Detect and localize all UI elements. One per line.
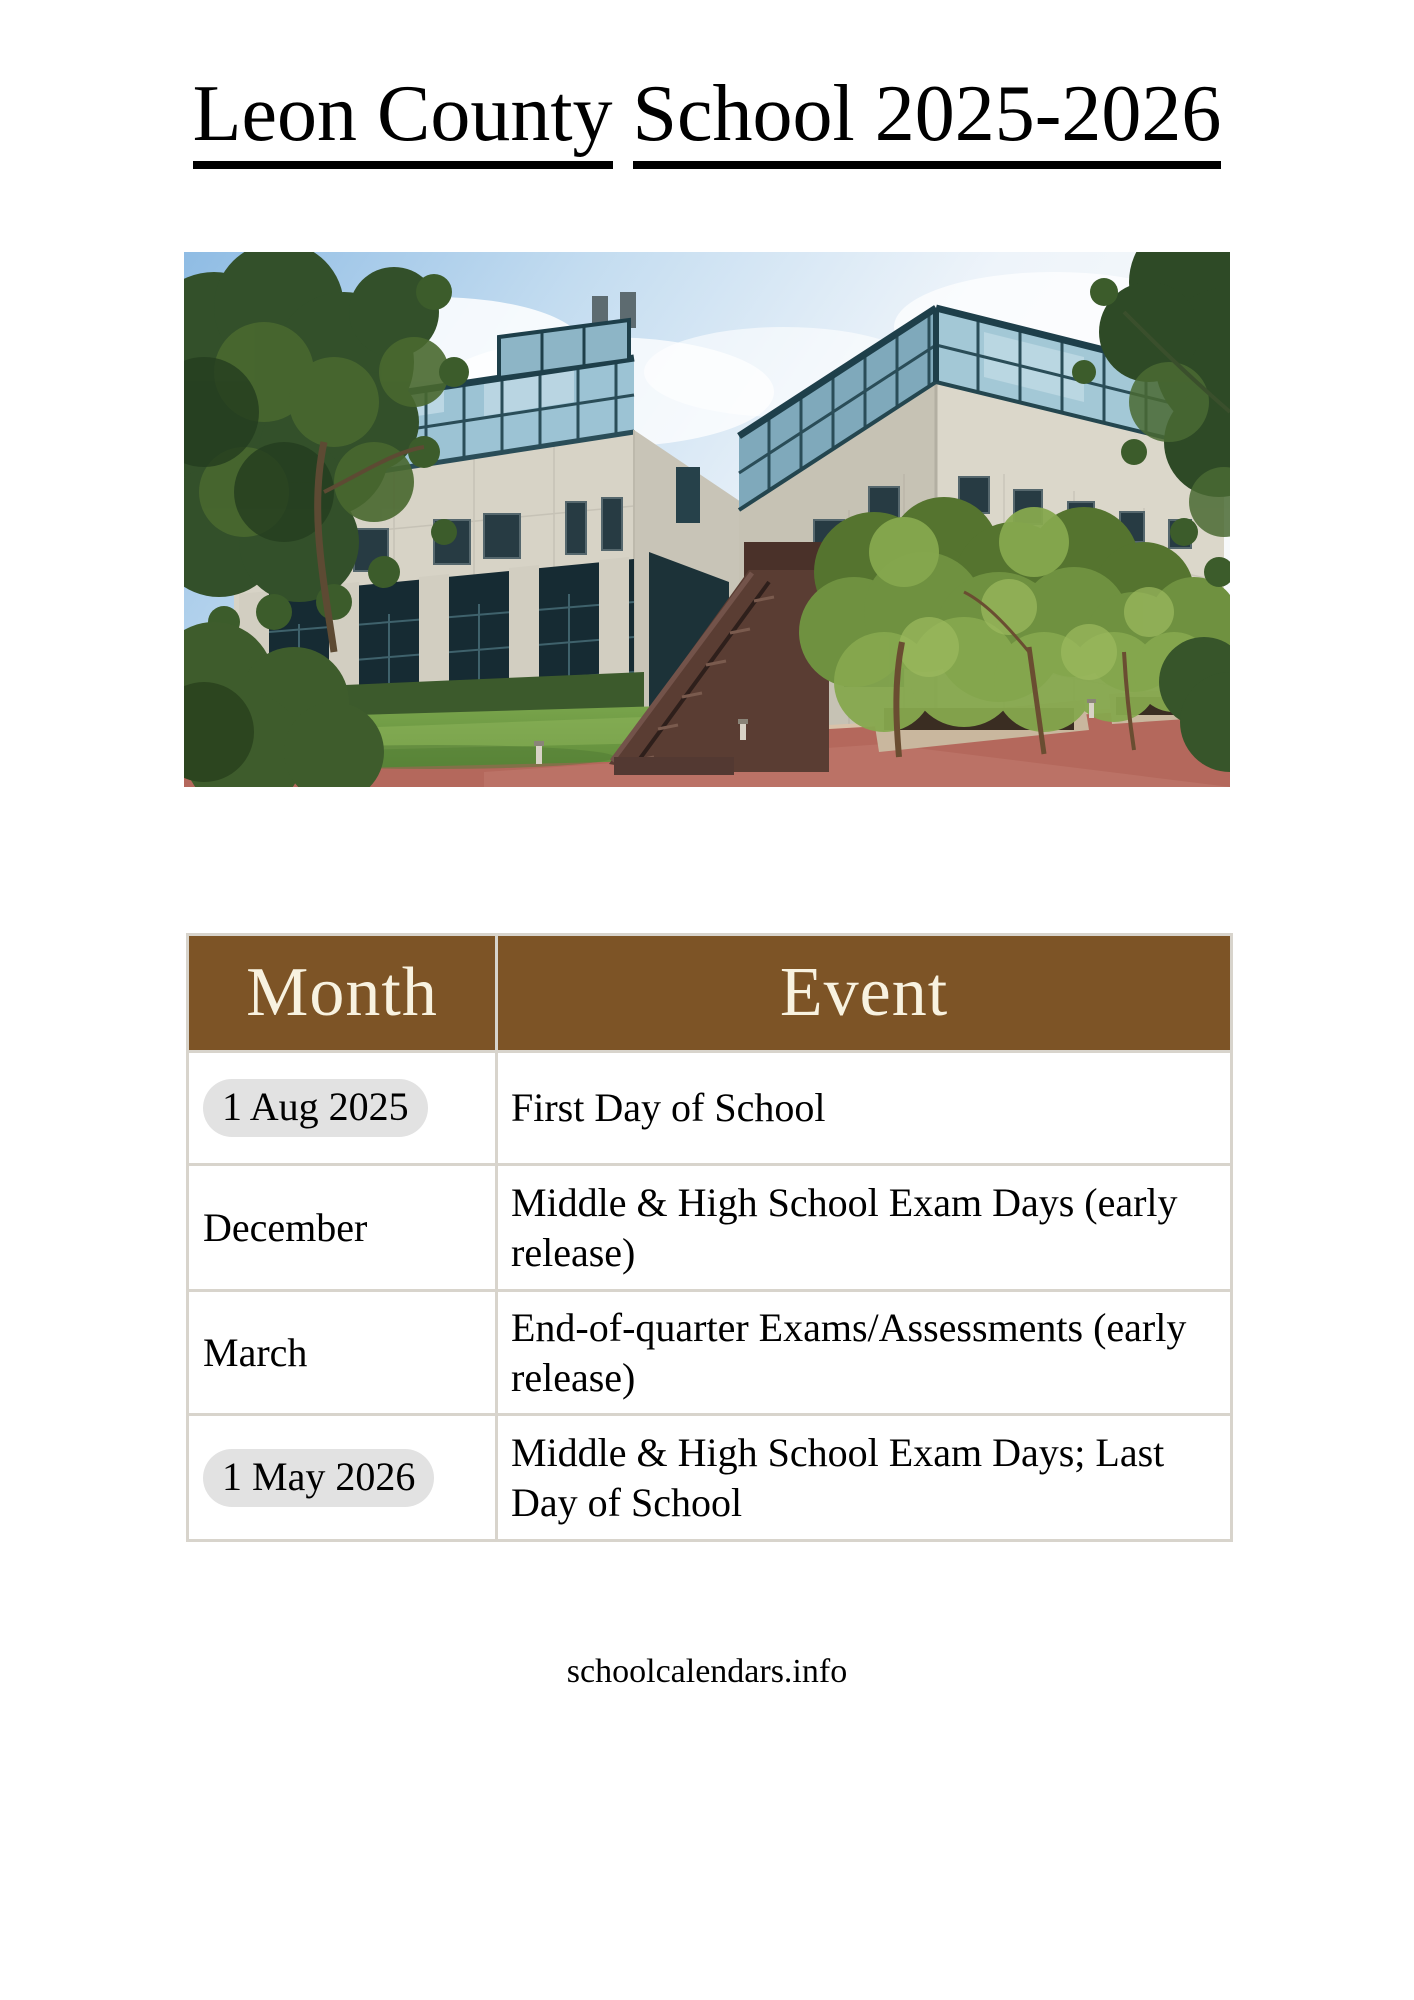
building-photo-illustration — [184, 252, 1230, 787]
column-header-month: Month — [188, 935, 497, 1052]
table-row — [188, 1165, 1232, 1291]
site-footer: schoolcalendars.info — [566, 1653, 848, 1690]
month-cell — [188, 1415, 497, 1541]
table-row — [188, 1291, 1232, 1415]
month-value: December — [203, 1204, 368, 1250]
title-part-1: Leon County — [193, 70, 613, 169]
event-cell: First Day of School — [497, 1052, 1232, 1165]
column-header-event: Event — [497, 935, 1232, 1052]
month-value: 1 Aug 2025 — [203, 1079, 428, 1137]
event-cell: Middle & High School Exam Days (early release) — [497, 1165, 1232, 1291]
month-cell — [188, 1165, 497, 1291]
table-row — [188, 1052, 1232, 1165]
building-photo — [184, 252, 1230, 787]
month-cell — [188, 1291, 497, 1415]
table-header-row — [188, 935, 1232, 1052]
calendar-table — [186, 933, 1233, 1542]
title-part-2: School 2025-2026 — [633, 70, 1222, 169]
event-cell: End-of-quarter Exams/Assessments (early release) — [497, 1291, 1232, 1415]
month-value: March — [203, 1329, 308, 1375]
page-title — [0, 72, 1414, 156]
month-cell — [188, 1052, 497, 1165]
month-value: 1 May 2026 — [203, 1449, 434, 1507]
table-row — [188, 1415, 1232, 1541]
event-cell: Middle & High School Exam Days; Last Day of School — [497, 1415, 1232, 1541]
